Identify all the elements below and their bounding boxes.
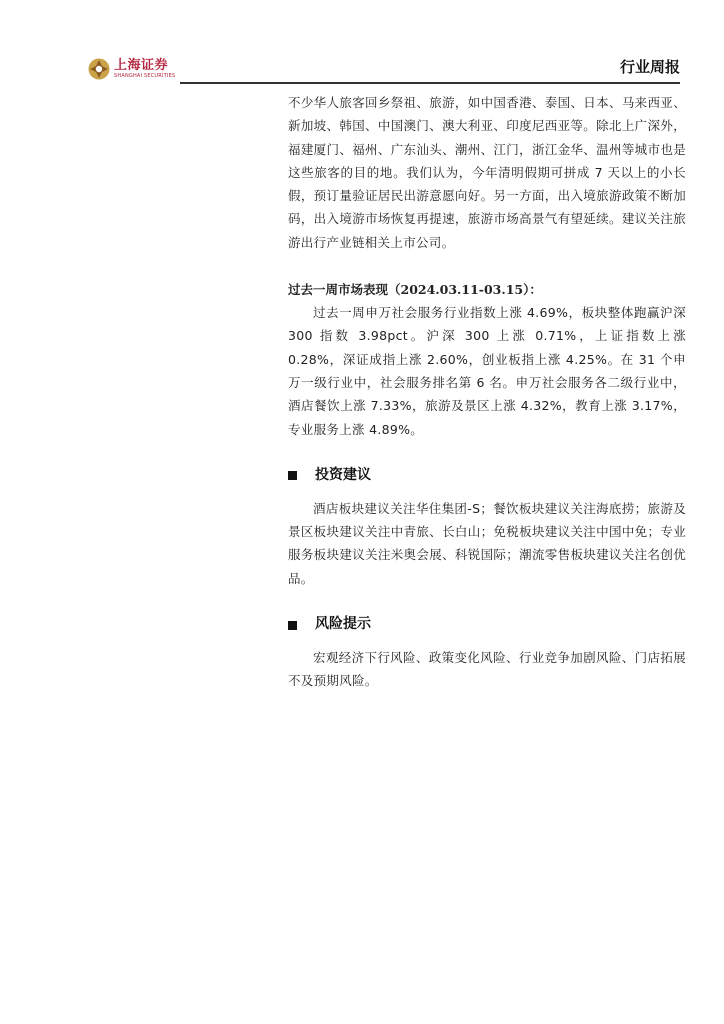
- investment-section-title: 投资建议: [315, 467, 371, 484]
- investment-paragraph: 酒店板块建议关注华住集团-S；餐饮板块建议关注海底捞；旅游及景区板块建议关注中青旅、长白山；免税板块建议关注中国中免；专业服务板块建议关注米奥会展、科锐国际；潮流零售板块建议关注名创优品。: [288, 500, 686, 586]
- square-bullet-icon: [288, 621, 297, 630]
- market-performance-paragraph: 过去一周申万社会服务行业指数上涨 4.69%，板块整体跑赢沪深 300 指数 3.98pct。沪深 300 上涨 0.71%，上证指数上涨 0.28%，深证成指上涨 2.60%，创业板指上涨 4.25%。在 31 个申万一级行业中，社会服务排名第 6 名。申万社会服务各二级行业中，酒店餐饮上涨 7.33%，旅游及景区上涨 4.32%，教育上涨 3.17%，专业服务上涨 4.89%。: [288, 305, 686, 437]
- market-performance-heading: 过去一周市场表现（2024.03.11-03.15）：: [288, 282, 542, 298]
- report-type-label: 行业周报: [619, 58, 680, 76]
- risk-paragraph: 宏观经济下行风险、政策变化风险、行业竞争加剧风险、门店拓展不及预期风险。: [288, 650, 686, 689]
- header-divider: [180, 82, 680, 84]
- report-body: [288, 91, 686, 693]
- page-header: [0, 0, 724, 90]
- risk-section-header: [288, 614, 686, 636]
- square-bullet-icon: [288, 471, 297, 480]
- intro-paragraph: 不少华人旅客回乡祭祖、旅游，如中国香港、泰国、日本、马来西亚、新加坡、韩国、中国澳门、澳大利亚、印度尼西亚等。除北上广深外，福建厦门、福州、广东汕头、潮州、江门，浙江金华、温州等城市也是这些旅客的目的地。我们认为，今年清明假期可拼成 7 天以上的小长假，预订量验证居民出游意愿向好。另一方面，出入境旅游政策不断加码，出入境游市场恢复再提速，旅游市场高景气有望延续。建议关注旅游出行产业链相关上市公司。: [288, 95, 686, 250]
- risk-section-title: 风险提示: [315, 616, 371, 633]
- logo-name: 上海证券: [114, 58, 169, 73]
- logo-emblem-icon: [88, 58, 110, 80]
- company-logo: [88, 56, 175, 82]
- investment-section-header: [288, 465, 686, 487]
- logo-subtitle: SHANGHAI SECURITIES: [114, 73, 176, 79]
